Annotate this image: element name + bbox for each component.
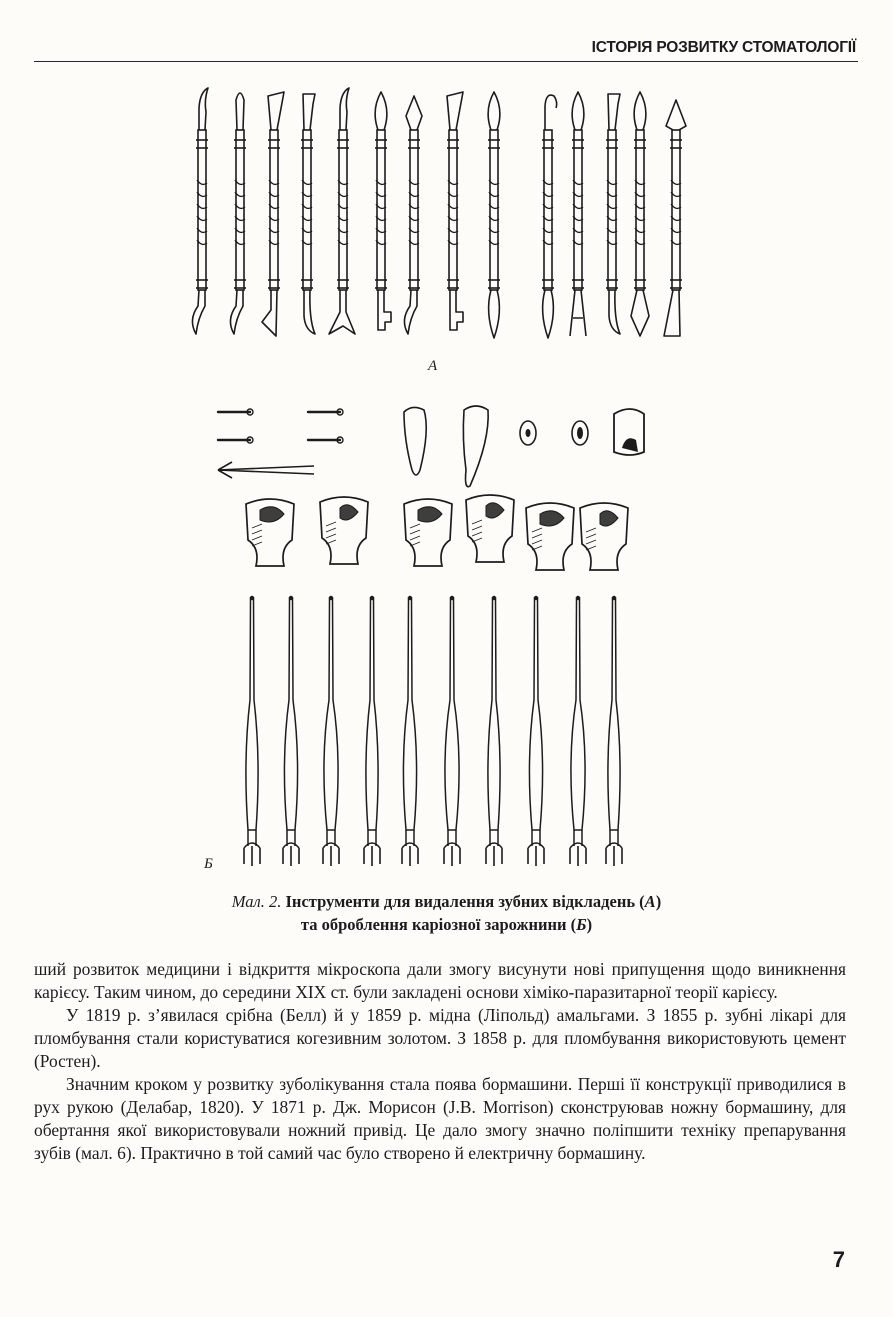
figure-caption-number: Мал. 2. [231,892,282,911]
scaler-instrument [664,100,686,336]
long-probe-instrument [486,596,502,866]
scaler-instrument [488,92,500,338]
figure-caption-end-1: ) [655,892,662,911]
tooth-with-cavity [320,497,368,564]
long-probe-instrument [444,596,460,866]
figure-panel-b-small-items [218,406,644,487]
scaler-instrument [329,88,355,334]
long-probe-instrument [570,596,586,866]
extracted-tooth [404,407,426,475]
long-probe-instrument [364,596,380,866]
long-probe-instrument [323,596,339,866]
figure-panel-a [192,88,686,338]
figure-caption-label-a: А [644,892,656,911]
scaler-instrument [447,92,463,330]
forked-probe [218,462,314,478]
figure-caption-line-2 [0,913,893,936]
figure-caption [0,890,893,936]
long-probe-instrument [283,596,299,866]
tooth-with-cavity [526,503,574,570]
scaler-instrument [542,95,557,338]
scaler-instrument [192,88,208,334]
extracted-tooth [463,406,488,487]
figure-panel-b-teeth [246,495,628,570]
tooth-with-cavity [404,499,452,566]
scaler-instrument [375,92,391,330]
figure-caption-text-1: Інструменти для видалення зубних відкладень ( [281,892,645,911]
paragraph-amalgams: У 1819 р. з’явилася срібна (Белл) й у 1859 р. мідна (Ліпольд) амальгами. З 1855 р. зубні лікарі для пломбування стали користуватися когезивним золотом. З 1858 р. для пломбування використовують цемент (Ростен). [34,1005,846,1071]
tooth-with-cavity [246,499,294,566]
scaler-instrument [631,92,649,336]
figure-panel-b-label: Б [204,856,213,872]
long-probe-instrument [244,596,260,866]
long-probe-instrument [606,596,622,866]
page-number: 7 [832,1247,845,1272]
tooth-with-cavity [466,495,514,562]
paragraph-continuation: ший розвиток медицини і відкриття мікроскопа дали змогу висунути нові припущення щодо виникнення карієсу. Таким чином, до середини XIX ст. були закладені основи хіміко-паразитарної теорії карієсу. [34,959,846,1002]
figure-caption-line-1 [0,890,893,913]
scaler-instrument [301,94,315,334]
figure-caption-end-2: ) [586,915,593,934]
figure-caption-label-b: Б [576,915,587,934]
long-probe-instrument [402,596,418,866]
figure-panel-b-probes [244,596,622,866]
running-header-title: ІСТОРІЯ РОЗВИТКУ СТОМАТОЛОГІЇ [591,39,856,56]
scaler-instrument [570,92,586,336]
body-text [34,958,846,1165]
scaler-instrument [230,93,246,334]
scaler-instrument [262,92,284,336]
figure-panel-a-label: А [428,358,438,374]
paragraph-drill: Значним кроком у розвитку зуболікування стала поява бормашини. Перші її конструкції приводилися в рух рукою (Делабар, 1820). У 1871 р. Дж. Морисон (J.B. Morrison) сконструював ножну бормашину, для обертання якої використовували ножний привід. Це дало змогу значно поліпшити техніку препарування зубів (мал. 6). Практично в той самий час було створено й електричну бормашину. [34,1074,846,1163]
long-probe-instrument [528,596,544,866]
tooth-with-cavity [580,503,628,570]
figure-caption-text-2: та оброблення каріозної зарожнини ( [300,915,577,934]
scaler-instrument [606,94,620,334]
scaler-instrument [404,96,422,334]
